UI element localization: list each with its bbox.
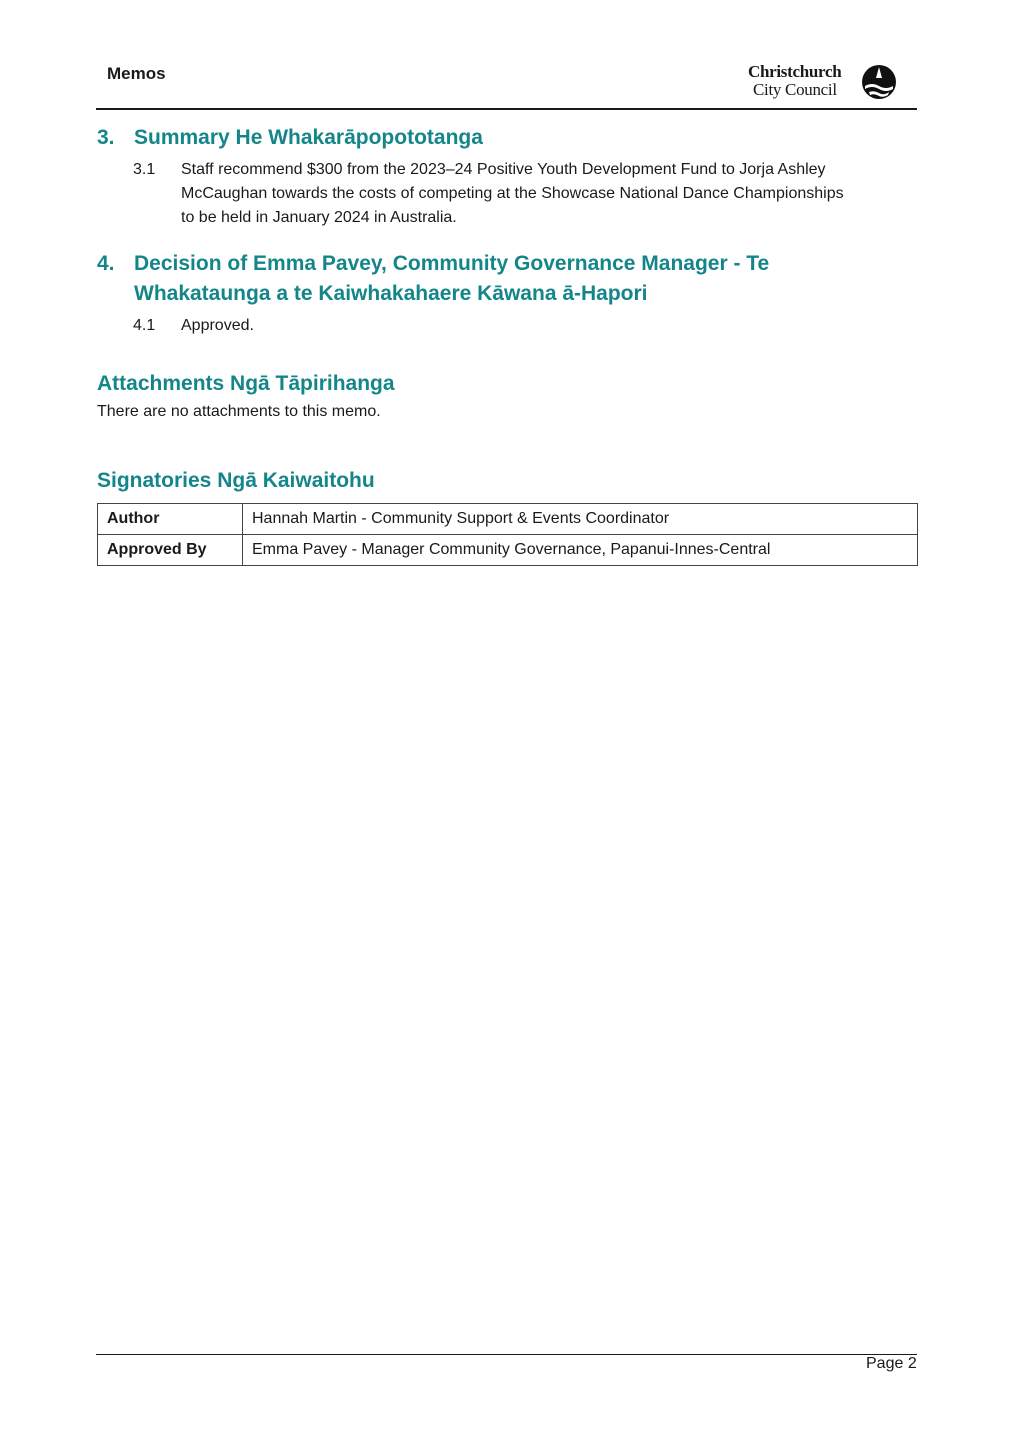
section-4-title-line-1: Decision of Emma Pavey, Community Governance Manager - Te <box>134 252 770 275</box>
signatories-table <box>97 503 918 566</box>
section-4-title-line-2: Whakataunga a te Kaiwhakahaere Kāwana ā-Hapori <box>134 282 648 305</box>
section-3-title: Summary He Whakarāpopototanga <box>134 126 483 149</box>
section-4-number: 4. <box>97 252 115 275</box>
table-row <box>98 535 918 566</box>
footer-divider <box>96 1354 917 1355</box>
header-divider <box>96 108 917 110</box>
cathedral-spire-icon <box>861 64 897 100</box>
paragraph-number: 3.1 <box>133 161 156 178</box>
paragraph-line: Staff recommend $300 from the 2023–24 Positive Youth Development Fund to Jorja Ashley <box>181 161 826 178</box>
paragraph-number: 4.1 <box>133 317 156 334</box>
signatory-label: Author <box>98 504 243 535</box>
signatory-value: Hannah Martin - Community Support & Events Coordinator <box>243 504 918 535</box>
logo-line-1: Christchurch <box>748 62 842 81</box>
page-number: Page 2 <box>866 1355 917 1372</box>
table-row <box>98 504 918 535</box>
paragraph-line: Approved. <box>181 317 254 334</box>
logo-line-2: City Council <box>753 80 837 99</box>
signatory-label: Approved By <box>98 535 243 566</box>
signatories-heading: Signatories Ngā Kaiwaitohu <box>97 469 375 492</box>
signatory-value: Emma Pavey - Manager Community Governance, Papanui-Innes-Central <box>243 535 918 566</box>
paragraph-line: McCaughan towards the costs of competing at the Showcase National Dance Championships <box>181 185 844 202</box>
attachments-text: There are no attachments to this memo. <box>97 403 381 420</box>
council-logo <box>748 62 900 102</box>
section-3-number: 3. <box>97 126 115 149</box>
header-section-label: Memos <box>107 64 166 83</box>
paragraph-line: to be held in January 2024 in Australia. <box>181 209 457 226</box>
attachments-heading: Attachments Ngā Tāpirihanga <box>97 372 395 395</box>
